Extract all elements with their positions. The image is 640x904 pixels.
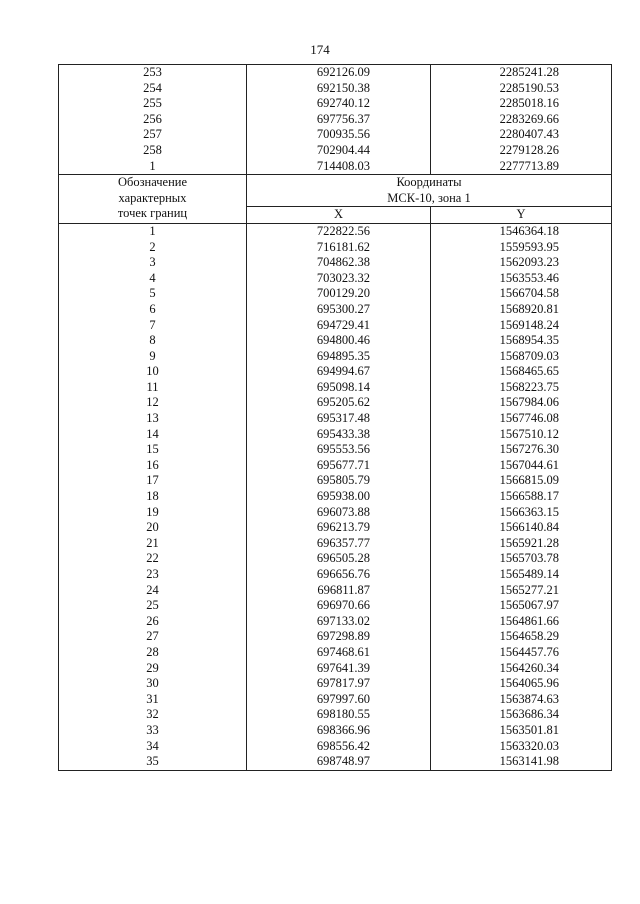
table-row bbox=[59, 723, 612, 739]
main-rows bbox=[59, 223, 612, 770]
y-coordinate: 1568920.81 bbox=[431, 302, 612, 318]
y-coordinate: 1546364.18 bbox=[431, 223, 612, 239]
y-coordinate: 2285190.53 bbox=[431, 81, 612, 97]
point-number: 12 bbox=[59, 395, 247, 411]
table-row bbox=[59, 96, 612, 112]
table-row bbox=[59, 442, 612, 458]
y-coordinate: 2279128.26 bbox=[431, 143, 612, 159]
point-number: 35 bbox=[59, 754, 247, 770]
point-number: 24 bbox=[59, 583, 247, 599]
y-coordinate: 1568954.35 bbox=[431, 333, 612, 349]
x-coordinate: 697641.39 bbox=[247, 661, 431, 677]
x-coordinate: 697997.60 bbox=[247, 692, 431, 708]
table-row bbox=[59, 364, 612, 380]
table-row bbox=[59, 489, 612, 505]
y-coordinate: 1563874.63 bbox=[431, 692, 612, 708]
y-coordinate: 1568223.75 bbox=[431, 380, 612, 396]
y-coordinate: 1563553.46 bbox=[431, 271, 612, 287]
x-coordinate: 695553.56 bbox=[247, 442, 431, 458]
point-number: 23 bbox=[59, 567, 247, 583]
table-row bbox=[59, 395, 612, 411]
y-coordinate: 1566588.17 bbox=[431, 489, 612, 505]
point-number: 16 bbox=[59, 458, 247, 474]
x-coordinate: 698366.96 bbox=[247, 723, 431, 739]
table-row bbox=[59, 143, 612, 159]
x-axis-header: X bbox=[247, 207, 431, 224]
table-row bbox=[59, 583, 612, 599]
y-coordinate: 2280407.43 bbox=[431, 127, 612, 143]
y-coordinate: 1568709.03 bbox=[431, 349, 612, 365]
point-number: 30 bbox=[59, 676, 247, 692]
point-number: 18 bbox=[59, 489, 247, 505]
x-coordinate: 695098.14 bbox=[247, 380, 431, 396]
y-coordinate: 1564260.34 bbox=[431, 661, 612, 677]
x-coordinate: 696970.66 bbox=[247, 598, 431, 614]
header-line: Обозначение bbox=[117, 175, 188, 190]
y-coordinate: 1567276.30 bbox=[431, 442, 612, 458]
table-row bbox=[59, 223, 612, 239]
y-coordinate: 1563501.81 bbox=[431, 723, 612, 739]
x-coordinate: 696357.77 bbox=[247, 536, 431, 552]
y-coordinate: 1567044.61 bbox=[431, 458, 612, 474]
y-coordinate: 1563320.03 bbox=[431, 739, 612, 755]
point-number: 14 bbox=[59, 427, 247, 443]
x-coordinate: 695805.79 bbox=[247, 473, 431, 489]
table-row bbox=[59, 473, 612, 489]
y-coordinate: 2285018.16 bbox=[431, 96, 612, 112]
table-row bbox=[59, 349, 612, 365]
point-number: 22 bbox=[59, 551, 247, 567]
y-coordinate: 1567510.12 bbox=[431, 427, 612, 443]
table-row bbox=[59, 81, 612, 97]
y-coordinate: 1566704.58 bbox=[431, 286, 612, 302]
point-designation-header bbox=[59, 175, 247, 224]
point-number: 32 bbox=[59, 707, 247, 723]
point-number: 258 bbox=[59, 143, 247, 159]
point-number: 2 bbox=[59, 240, 247, 256]
point-number: 27 bbox=[59, 629, 247, 645]
table-row bbox=[59, 318, 612, 334]
point-number: 257 bbox=[59, 127, 247, 143]
x-coordinate: 694729.41 bbox=[247, 318, 431, 334]
point-number: 13 bbox=[59, 411, 247, 427]
x-coordinate: 698180.55 bbox=[247, 707, 431, 723]
x-coordinate: 702904.44 bbox=[247, 143, 431, 159]
table-row bbox=[59, 598, 612, 614]
x-coordinate: 696656.76 bbox=[247, 567, 431, 583]
table-row bbox=[59, 505, 612, 521]
point-number: 1 bbox=[59, 223, 247, 239]
point-number: 26 bbox=[59, 614, 247, 630]
y-coordinate: 1564861.66 bbox=[431, 614, 612, 630]
point-number: 1 bbox=[59, 159, 247, 175]
x-coordinate: 697298.89 bbox=[247, 629, 431, 645]
table-row bbox=[59, 127, 612, 143]
point-number: 6 bbox=[59, 302, 247, 318]
table-row bbox=[59, 754, 612, 770]
x-coordinate: 698556.42 bbox=[247, 739, 431, 755]
x-coordinate: 700935.56 bbox=[247, 127, 431, 143]
table-row bbox=[59, 302, 612, 318]
x-coordinate: 695205.62 bbox=[247, 395, 431, 411]
continued-rows bbox=[59, 65, 612, 175]
y-axis-header: Y bbox=[431, 207, 612, 224]
point-number: 256 bbox=[59, 112, 247, 128]
table-row bbox=[59, 159, 612, 175]
y-coordinate: 2277713.89 bbox=[431, 159, 612, 175]
y-coordinate: 1564065.96 bbox=[431, 676, 612, 692]
y-coordinate: 1563141.98 bbox=[431, 754, 612, 770]
x-coordinate: 692150.38 bbox=[247, 81, 431, 97]
point-number: 5 bbox=[59, 286, 247, 302]
coordinate-system: МСК-10, зона 1 bbox=[387, 190, 471, 205]
point-number: 21 bbox=[59, 536, 247, 552]
x-coordinate: 697133.02 bbox=[247, 614, 431, 630]
point-number: 10 bbox=[59, 364, 247, 380]
point-number: 25 bbox=[59, 598, 247, 614]
table-row bbox=[59, 286, 612, 302]
table-row bbox=[59, 629, 612, 645]
y-coordinate: 1563686.34 bbox=[431, 707, 612, 723]
table-row bbox=[59, 645, 612, 661]
point-number: 7 bbox=[59, 318, 247, 334]
page-number: 174 bbox=[310, 42, 330, 57]
y-coordinate: 1567746.08 bbox=[431, 411, 612, 427]
y-coordinate: 1568465.65 bbox=[431, 364, 612, 380]
y-coordinate: 2285241.28 bbox=[431, 65, 612, 81]
x-coordinate: 698748.97 bbox=[247, 754, 431, 770]
y-coordinate: 1566815.09 bbox=[431, 473, 612, 489]
coordinates-title: Координаты bbox=[396, 175, 462, 190]
coordinates-table bbox=[58, 64, 612, 771]
x-coordinate: 696213.79 bbox=[247, 520, 431, 536]
table-row bbox=[59, 739, 612, 755]
point-number: 254 bbox=[59, 81, 247, 97]
point-number: 29 bbox=[59, 661, 247, 677]
point-number: 253 bbox=[59, 65, 247, 81]
y-coordinate: 1564658.29 bbox=[431, 629, 612, 645]
table-row bbox=[59, 333, 612, 349]
point-number: 8 bbox=[59, 333, 247, 349]
point-number: 34 bbox=[59, 739, 247, 755]
point-number: 17 bbox=[59, 473, 247, 489]
table-row bbox=[59, 380, 612, 396]
x-coordinate: 696505.28 bbox=[247, 551, 431, 567]
x-coordinate: 703023.32 bbox=[247, 271, 431, 287]
y-coordinate: 1565703.78 bbox=[431, 551, 612, 567]
x-coordinate: 696073.88 bbox=[247, 505, 431, 521]
y-coordinate: 1562093.23 bbox=[431, 255, 612, 271]
point-number: 3 bbox=[59, 255, 247, 271]
table-row bbox=[59, 520, 612, 536]
y-coordinate: 1565921.28 bbox=[431, 536, 612, 552]
point-number: 19 bbox=[59, 505, 247, 521]
x-coordinate: 695433.38 bbox=[247, 427, 431, 443]
y-coordinate: 1565489.14 bbox=[431, 567, 612, 583]
header-line: точек границ bbox=[117, 206, 188, 221]
table-row bbox=[59, 240, 612, 256]
point-number: 20 bbox=[59, 520, 247, 536]
table-row bbox=[59, 536, 612, 552]
x-coordinate: 700129.20 bbox=[247, 286, 431, 302]
x-coordinate: 704862.38 bbox=[247, 255, 431, 271]
point-number: 11 bbox=[59, 380, 247, 396]
table-row bbox=[59, 707, 612, 723]
y-coordinate: 1564457.76 bbox=[431, 645, 612, 661]
x-coordinate: 694994.67 bbox=[247, 364, 431, 380]
y-coordinate: 2283269.66 bbox=[431, 112, 612, 128]
point-number: 28 bbox=[59, 645, 247, 661]
y-coordinate: 1569148.24 bbox=[431, 318, 612, 334]
y-coordinate: 1567984.06 bbox=[431, 395, 612, 411]
y-coordinate: 1566363.15 bbox=[431, 505, 612, 521]
point-number: 9 bbox=[59, 349, 247, 365]
x-coordinate: 697468.61 bbox=[247, 645, 431, 661]
header-line: характерных bbox=[118, 190, 187, 205]
x-coordinate: 722822.56 bbox=[247, 223, 431, 239]
y-coordinate: 1565277.21 bbox=[431, 583, 612, 599]
table-row bbox=[59, 692, 612, 708]
x-coordinate: 692740.12 bbox=[247, 96, 431, 112]
table-row bbox=[59, 567, 612, 583]
coordinates-header bbox=[247, 175, 612, 207]
y-coordinate: 1565067.97 bbox=[431, 598, 612, 614]
x-coordinate: 696811.87 bbox=[247, 583, 431, 599]
table-row bbox=[59, 661, 612, 677]
x-coordinate: 697817.97 bbox=[247, 676, 431, 692]
x-coordinate: 695317.48 bbox=[247, 411, 431, 427]
y-coordinate: 1559593.95 bbox=[431, 240, 612, 256]
point-number: 4 bbox=[59, 271, 247, 287]
table-row bbox=[59, 65, 612, 81]
x-coordinate: 692126.09 bbox=[247, 65, 431, 81]
table-row bbox=[59, 112, 612, 128]
table-row bbox=[59, 255, 612, 271]
table-row bbox=[59, 676, 612, 692]
x-coordinate: 694800.46 bbox=[247, 333, 431, 349]
table-row bbox=[59, 411, 612, 427]
point-number: 33 bbox=[59, 723, 247, 739]
x-coordinate: 695938.00 bbox=[247, 489, 431, 505]
y-coordinate: 1566140.84 bbox=[431, 520, 612, 536]
point-number: 15 bbox=[59, 442, 247, 458]
x-coordinate: 716181.62 bbox=[247, 240, 431, 256]
x-coordinate: 695300.27 bbox=[247, 302, 431, 318]
table-header bbox=[59, 175, 612, 224]
point-number: 255 bbox=[59, 96, 247, 112]
x-coordinate: 695677.71 bbox=[247, 458, 431, 474]
x-coordinate: 714408.03 bbox=[247, 159, 431, 175]
point-number: 31 bbox=[59, 692, 247, 708]
table-row bbox=[59, 551, 612, 567]
x-coordinate: 697756.37 bbox=[247, 112, 431, 128]
x-coordinate: 694895.35 bbox=[247, 349, 431, 365]
table-row bbox=[59, 458, 612, 474]
table-row bbox=[59, 614, 612, 630]
table-row bbox=[59, 427, 612, 443]
table-row bbox=[59, 271, 612, 287]
